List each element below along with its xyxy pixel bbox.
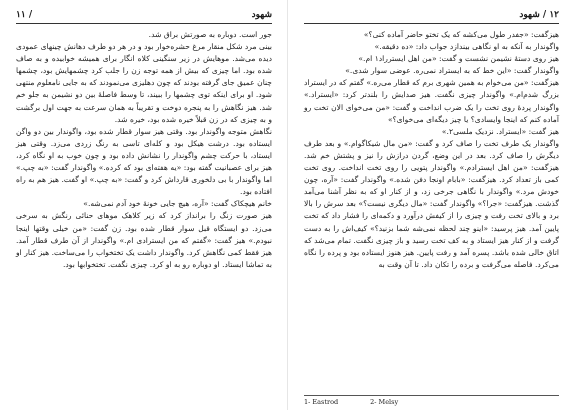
paragraph: نگاهش متوجه واگوندار بود. وقتی هیز سوار قطار شده بود، واگوندار بین دو واگن ایستاده بود. درشت هیکل بود و کله‌ای تاسی به رنگ زردی می‌زد. وقتی هیز ایستاد، با حرکت چشم واگوندار را نشانش داده بود و چون خوب به او نگاه کرد، هیز برای عصبانیت گفته بود: «یه هفته‌ای بود که کرده.» واگوندار گفت: «به چپ.» اما واگوندار با بی دلخوری قارداش کرد و گفت: «به چپ.» او گفت. هیز هم به راه افتاده بود.	[16, 126, 272, 197]
page-number-value: ۱۲	[549, 10, 559, 20]
book-title: شهود	[519, 10, 540, 20]
paragraph: هیز صورت زنگ را برانداز کرد که زیر کلاهک موهای حنائی رنگش به سرخی می‌زد. دو ایستگاه قبل سوار قطار شده بود. زن گفت: «من خیلی وقتها اینجا نبودم.» هیز گفت: «گفتم که من ایسترادی ام.» واگوندار از آن طرف قطار آمد. هیز فقط کمی نگاهش کرد. واگوندار داشت یک تختخواب را می‌ساخت. هیز کنار او به تماشا ایستاد. او دوباره رو به او کرد. چیزی نگفت. تختخوابها بود.	[16, 211, 272, 269]
body-text-left	[16, 29, 272, 271]
footnotes	[304, 398, 559, 406]
paragraph: هیز گفت: «ایستراد. نزدیک ملسی۲.»	[441, 126, 559, 136]
page-number-value: ۱۱	[16, 10, 26, 20]
body-text-right	[304, 29, 559, 271]
header-separator: /	[542, 10, 547, 20]
paragraph: خانم هیچکاک گفت: «آره، هیچ جایی خونهٔ خود آدم نمی‌شه.»	[83, 199, 272, 209]
paragraph: هیز روی دستهٔ نشیمن نشست و گفت: «من اهل ایسترراد۱ ام.»	[358, 54, 559, 64]
header-separator: /	[28, 10, 33, 20]
paragraph: جور است. دوباره به صورتش براق شد.	[148, 30, 272, 39]
paragraph: هیزگفت: «جفدر طول می‌کشه که یک تختو حاضر آماده کنی؟»	[363, 30, 559, 39]
paragraph: واگوندار یک طرف تخت را صاف کرد و گفت: «من مال شیکاگوام.» و بعد طرف دیگرش را صاف کرد. بعد در این وضع، گردن درازش را نیز و پشتش خم شد. هیزگفت: «من اهل ایسترادم.» واگوندار پتویی را روی تخت انداخت. روی تخت کمی باز تعداد کرد. هیزگفت: «بابام اونجا دفن شده.» واگوندار گفت: «آره، چون خودش مرد.» واگوندار با نگاهی جرخی زد، و از کنار او که به نظر آشنا می‌آمد گذشت. هیزگفت: «جرا؟» واگوندار گفت: «مال دیگری نیست؟» بعد سرش را بالا برد و بالای تخت رفت و چیزی را از کیفش درآورد و دکمه‌ای را فشار داد که تخت پایین آمد. هیز پرسید: «اینو چند لحظه نمی‌شه شما بزنید؟» کیف‌اش را به دست گرفت و از کنار هیز ایستاد و به کف تخت رسید و باز چیزی نگفت. تمام می‌شد که اتاق خالی شده باشد. پسره آمد و رفت پایین. هیز هنوز ایستاده بود و پرده را نگاه می‌کرد. فاصله می‌گرفت و برده را تکان داد. تا آن وقت به	[304, 138, 559, 269]
footnote: 1- Eastrod	[304, 398, 339, 406]
paragraph: هیزگفت: «من می‌خوام به همین شهری برم که قطار می‌ره.» گفتم که در ایستراد بزرگ شدم‌ام.» واگوندار چیزی نگفت. هیز صدایش را بلندتر کرد: «ایستراد.» واگوندار پردهٔ روی تخت را یک ضرب انداخت و گفت: «من می‌خوای الان تخت رو آماده کنم که اینجا وایسادی؟ یا چیز دیگه‌ای می‌خوای؟»	[304, 78, 559, 124]
paragraph: بینی مرد شکل منقار مرغ حشره‌خوار بود و در هر دو طرف دهانش چینهای عمودی دیده می‌شد. موهایش در زیر سنگینی کلاه انگار برای همیشه خوابیده و به صاف شده بود. اما چیزی که بیش از همه توجه زن را جلب کرد چشمهایش بود، چشمها چنان عمیق جای گرفته بودند که چون دهلیزی می‌نمودند که به جایی نامعلوم منتهی شود. او برای اینکه توی چشمها را ببیند، تا وسط فاصلهٔ بین دو نشیمن به جلو خم شد. هیز نگاهش را به پنجره دوخت و تقریباً به همان سرعت به جهت اول برگشت و به چیزی که در زن قبلاً خیره شده بود، خیره شد.	[16, 42, 272, 124]
paragraph: واگوندار به آنکه به او نگاهی بیندازد جواب داد: «ده دقیقه.»	[374, 42, 559, 52]
running-head-left	[16, 10, 272, 24]
paragraph: واگوندار گفت: «این خط که به ایستراد نمی‌ره. عوضی سوار شدی.»	[345, 66, 559, 76]
running-head-right	[304, 10, 559, 24]
right-page	[288, 0, 575, 410]
footnote: 2- Melsy	[370, 398, 399, 406]
page-number	[16, 10, 32, 20]
book-title: شهود	[251, 10, 272, 20]
page-number	[519, 10, 559, 20]
